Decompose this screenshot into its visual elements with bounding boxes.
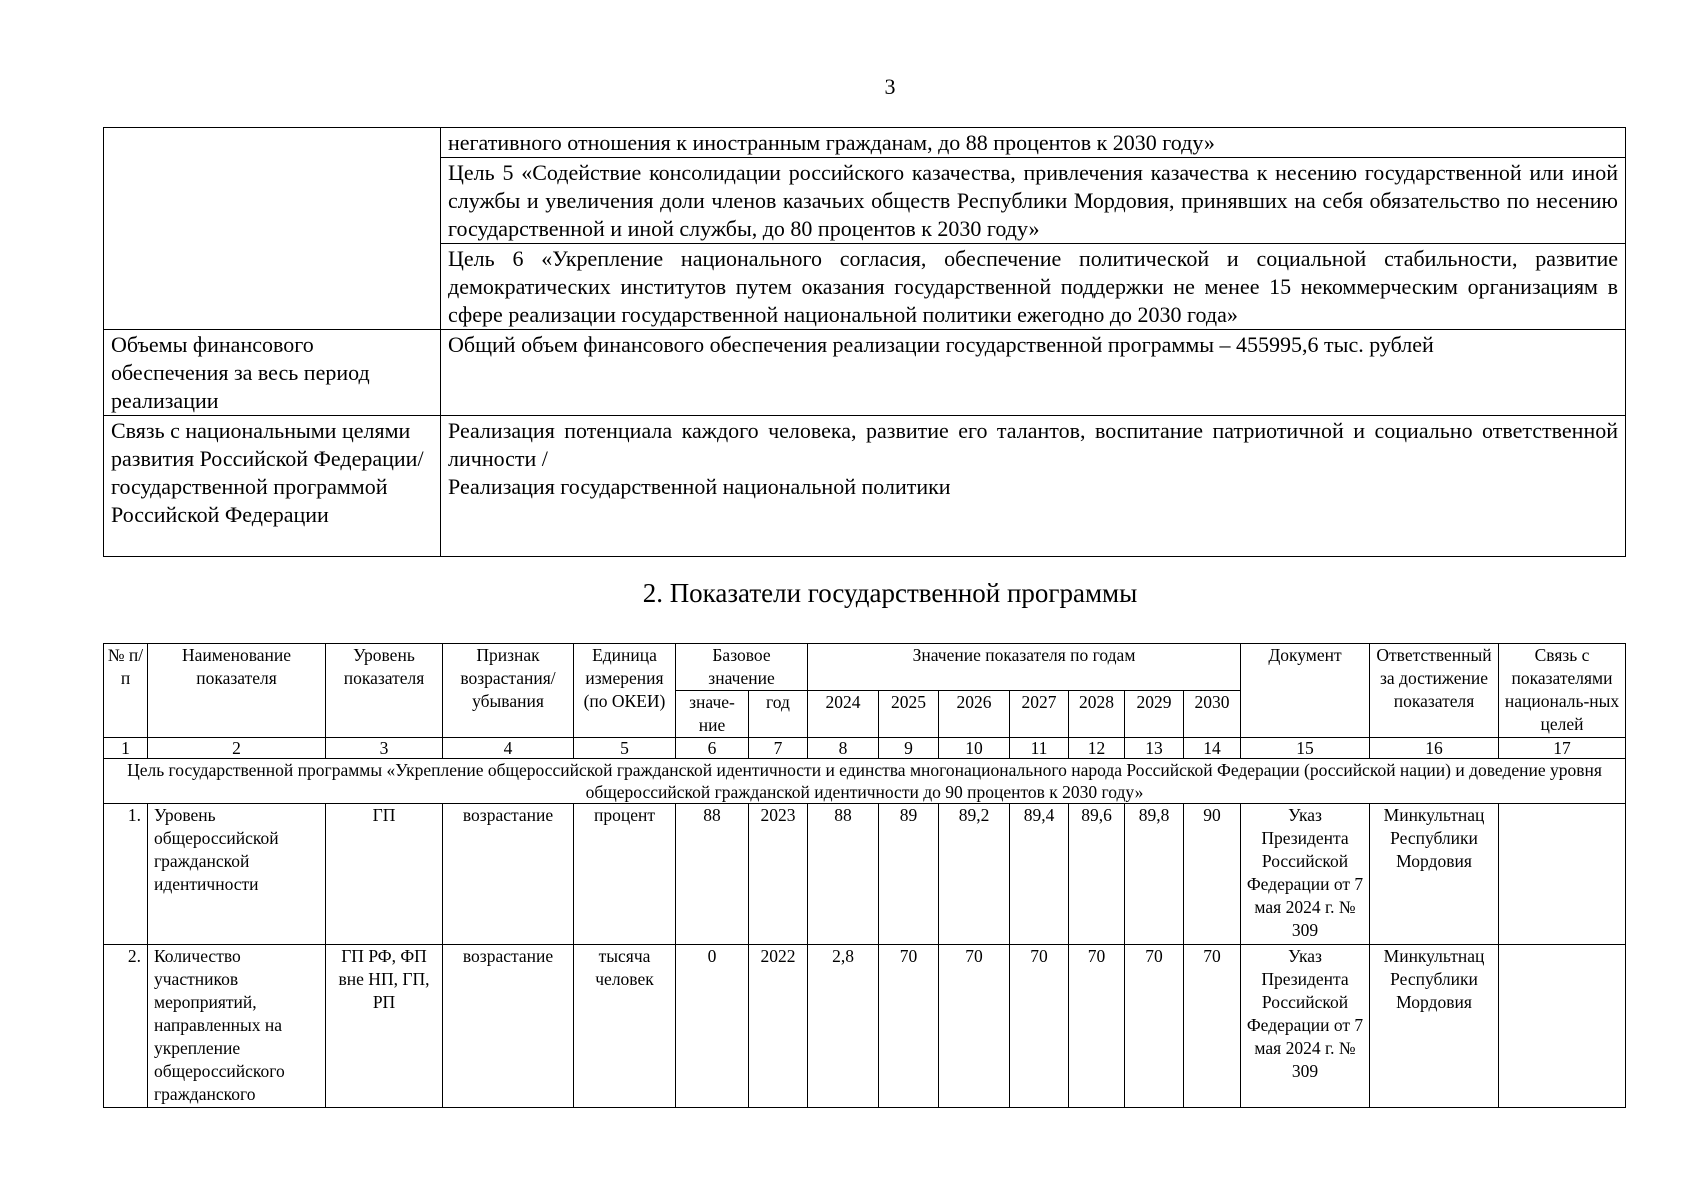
header-trend: Признак возрастания/ убывания [443, 644, 574, 738]
column-number: 1 [104, 738, 148, 759]
passport-empty-cell [104, 128, 441, 330]
header-year-2025: 2025 [879, 691, 939, 738]
column-number: 6 [676, 738, 749, 759]
program-goal-text: Цель государственной программы «Укрепление общероссийской гражданской идентичности и единства многонационального народа Российской Федерации (российской нации) и доведение уровня общероссийской гражданской идентичности до 90 процентов к 2030 году» [104, 759, 1626, 804]
program-goal-row [104, 759, 1626, 804]
header-year-2027: 2027 [1010, 691, 1069, 738]
goal6-text: Цель 6 «Укрепление национального согласия, обеспечение политической и социальной стабильности, развитие демократических институтов путем оказания государственной поддержки не менее 15 некоммерческим организациям в сфере реализации государственной национальной политики ежегодно до 2030 года» [441, 244, 1626, 330]
row-level: ГП [326, 804, 443, 945]
row-base-value: 0 [676, 945, 749, 1108]
header-row-1 [104, 644, 1626, 691]
header-base-value: значе-ние [676, 691, 749, 738]
national-goals-label: Связь с национальными целями развития Российской Федерации/ государственной программой Российской Федерации [104, 416, 441, 557]
row-document: Указ Президента Российской Федерации от 7 мая 2024 г. № 309 [1241, 804, 1370, 945]
header-year-2024: 2024 [808, 691, 879, 738]
column-number: 7 [749, 738, 808, 759]
national-goals-value-2: Реализация государственной национальной политики [448, 474, 951, 499]
national-goals-value [441, 416, 1626, 557]
table-row [104, 804, 1626, 945]
row-link [1499, 804, 1626, 945]
header-year-2030: 2030 [1184, 691, 1241, 738]
row-trend: возрастание [443, 804, 574, 945]
national-goals-value-1: Реализация потенциала каждого человека, развитие его талантов, воспитание патриотичной и социально ответственной личности / [448, 418, 1618, 471]
row-base-year: 2023 [749, 804, 808, 945]
row-value-2029: 89,8 [1125, 804, 1184, 945]
column-number: 10 [939, 738, 1010, 759]
header-link: Связь с показателями националь-ных целей [1499, 644, 1626, 738]
row-value-2027: 70 [1010, 945, 1069, 1108]
row-name: Количество участников мероприятий, направленных на укрепление общероссийского гражданского [148, 945, 326, 1108]
section-title: 2. Показатели государственной программы [642, 578, 1138, 608]
column-numbers-row [104, 738, 1626, 759]
column-number: 11 [1010, 738, 1069, 759]
header-year-2028: 2028 [1069, 691, 1125, 738]
header-num: № п/п [104, 644, 148, 738]
column-number: 4 [443, 738, 574, 759]
row-unit: процент [574, 804, 676, 945]
row-base-value: 88 [676, 804, 749, 945]
row-value-2026: 89,2 [939, 804, 1010, 945]
row-responsible: Минкультнац Республики Мордовия [1370, 804, 1499, 945]
header-years-group: Значение показателя по годам [808, 644, 1241, 691]
row-name: Уровень общероссийской гражданской идентичности [148, 804, 326, 945]
column-number: 13 [1125, 738, 1184, 759]
header-base-year: год [749, 691, 808, 738]
column-number: 12 [1069, 738, 1125, 759]
column-number: 14 [1184, 738, 1241, 759]
row-level: ГП РФ, ФП вне НП, ГП, РП [326, 945, 443, 1108]
column-number: 17 [1499, 738, 1626, 759]
row-num: 2. [104, 945, 148, 1108]
page-number: 3 [884, 74, 896, 99]
row-value-2024: 88 [808, 804, 879, 945]
row-responsible: Минкультнац Республики Мордовия [1370, 945, 1499, 1108]
column-number: 16 [1370, 738, 1499, 759]
header-year-2029: 2029 [1125, 691, 1184, 738]
row-value-2026: 70 [939, 945, 1010, 1108]
header-unit: Единица измерения (по ОКЕИ) [574, 644, 676, 738]
row-document: Указ Президента Российской Федерации от 7 мая 2024 г. № 309 [1241, 945, 1370, 1108]
header-base: Базовое значение [676, 644, 808, 691]
header-document: Документ [1241, 644, 1370, 738]
passport-row-national-goals [104, 416, 1626, 557]
program-passport-table [103, 127, 1626, 557]
funding-value: Общий объем финансового обеспечения реализации государственной программы – 455995,6 тыс. рублей [441, 330, 1626, 416]
row-unit: тысяча человек [574, 945, 676, 1108]
row-value-2028: 89,6 [1069, 804, 1125, 945]
column-number: 8 [808, 738, 879, 759]
passport-row-goal-continuation [104, 128, 1626, 158]
row-value-2030: 70 [1184, 945, 1241, 1108]
row-value-2025: 70 [879, 945, 939, 1108]
row-value-2024: 2,8 [808, 945, 879, 1108]
row-value-2027: 89,4 [1010, 804, 1069, 945]
row-num: 1. [104, 804, 148, 945]
goal5-text: Цель 5 «Содействие консолидации российского казачества, привлечения казачества к несению государственной или иной службы и увеличения доли членов казачьих обществ Республики Мордовия, принявших на себя обязательство по несению государственной и иной службы, до 80 процентов к 2030 году» [441, 158, 1626, 244]
row-link [1499, 945, 1626, 1108]
row-value-2030: 90 [1184, 804, 1241, 945]
column-number: 3 [326, 738, 443, 759]
passport-row-funding [104, 330, 1626, 416]
goal-continuation-text: негативного отношения к иностранным гражданам, до 88 процентов к 2030 году» [441, 128, 1626, 158]
row-value-2025: 89 [879, 804, 939, 945]
row-value-2028: 70 [1069, 945, 1125, 1108]
column-number: 5 [574, 738, 676, 759]
row-trend: возрастание [443, 945, 574, 1108]
indicators-table [103, 643, 1626, 1108]
row-value-2029: 70 [1125, 945, 1184, 1108]
header-year-2026: 2026 [939, 691, 1010, 738]
table-row [104, 945, 1626, 1108]
header-responsible: Ответственный за достижение показателя [1370, 644, 1499, 738]
column-number: 2 [148, 738, 326, 759]
row-base-year: 2022 [749, 945, 808, 1108]
header-name: Наименование показателя [148, 644, 326, 738]
header-level: Уровень показателя [326, 644, 443, 738]
funding-label: Объемы финансового обеспечения за весь период реализации [104, 330, 441, 416]
column-number: 9 [879, 738, 939, 759]
column-number: 15 [1241, 738, 1370, 759]
